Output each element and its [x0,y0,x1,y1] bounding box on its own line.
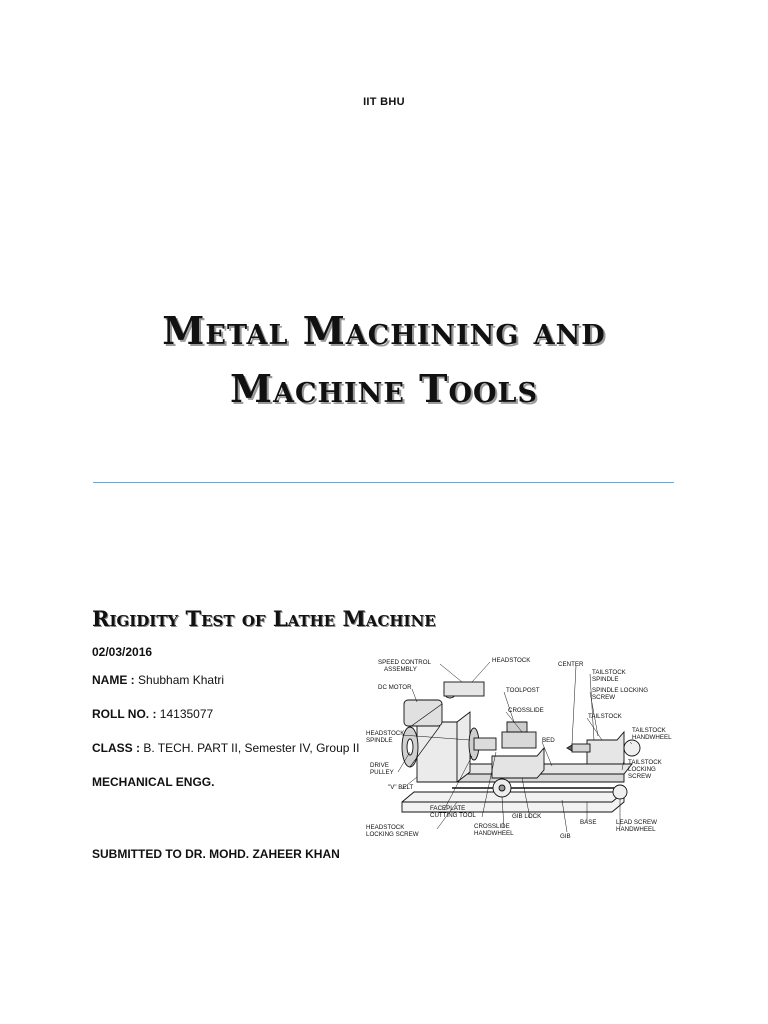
label-tailstock-locking-2: LOCKING [628,766,656,773]
label-drive-pulley-1: DRIVE [370,762,389,769]
label-assembly: ASSEMBLY [384,666,417,673]
class-value: B. TECH. PART II, Semester IV, Group II [143,741,360,755]
title-divider [93,482,674,483]
name-value: Shubham Khatri [138,673,225,687]
label-gib-lock: GIB LOCK [512,813,542,820]
title-line-1: Metal Machining and [162,308,606,353]
label-headstock-locking-1: HEADSTOCK [366,824,405,831]
department: MECHANICAL ENGG. [92,775,215,789]
experiment-title: Rigidity Test of Lathe Machine [92,606,436,631]
institute-name: IIT BHU [363,96,405,108]
label-headstock: HEADSTOCK [492,657,531,664]
label-gib: GIB [560,833,571,840]
lathe-drawing [402,682,640,812]
label-lead-screw-1: LEAD SCREW [616,819,657,826]
label-tailstock-handwheel-1: TAILSTOCK [632,727,666,734]
roll-row [92,707,213,721]
label-dc-motor: DC MOTOR [378,684,412,691]
label-center: CENTER [558,661,584,668]
roll-value: 14135077 [159,707,214,721]
label-drive-pulley-2: PULLEY [370,769,394,776]
label-faceplate: FACEPLATE [430,805,466,812]
name-row [92,673,224,687]
label-headstock-spindle-1: HEADSTOCK [366,730,405,737]
label-crosslide-handwheel-1: CROSSLIDE [474,823,510,830]
label-headstock-spindle-2: SPINDLE [366,737,393,744]
label-spindle-locking-2: SCREW [592,694,616,701]
label-tailstock-spindle-2: SPINDLE [592,676,619,683]
label-tailstock-spindle-1: TAILSTOCK [592,669,626,676]
submitted-to: SUBMITTED TO DR. MOHD. ZAHEER KHAN [92,847,340,861]
label-tailstock-locking-1: TAILSTOCK [628,759,662,766]
class-label: CLASS : [92,741,140,755]
label-crosslide-handwheel-2: HANDWHEEL [474,830,514,837]
report-date: 02/03/2016 [92,645,153,659]
label-crosslide: CROSSLIDE [508,707,544,714]
label-tailstock-handwheel-2: HANDWHEEL [632,734,672,741]
label-tailstock: TAILSTOCK [588,713,622,720]
name-label: NAME : [92,673,135,687]
label-base: BASE [580,819,597,826]
class-row [92,741,359,755]
label-tailstock-locking-3: SCREW [628,773,652,780]
lathe-machine-diagram [362,652,672,852]
report-title [60,302,708,418]
label-toolpost: TOOLPOST [506,687,540,694]
label-spindle-locking-1: SPINDLE LOCKING [592,687,649,694]
label-lead-screw-2: HANDWHEEL [616,826,656,833]
label-headstock-locking-2: LOCKING SCREW [366,831,419,838]
title-line-2: Machine Tools [230,366,538,411]
label-bed: BED [542,737,555,744]
label-speed-control: SPEED CONTROL [378,659,431,666]
label-v-belt: "V" BELT [388,784,414,791]
roll-label: ROLL NO. : [92,707,157,721]
label-cutting-tool: CUTTING TOOL [430,812,476,819]
